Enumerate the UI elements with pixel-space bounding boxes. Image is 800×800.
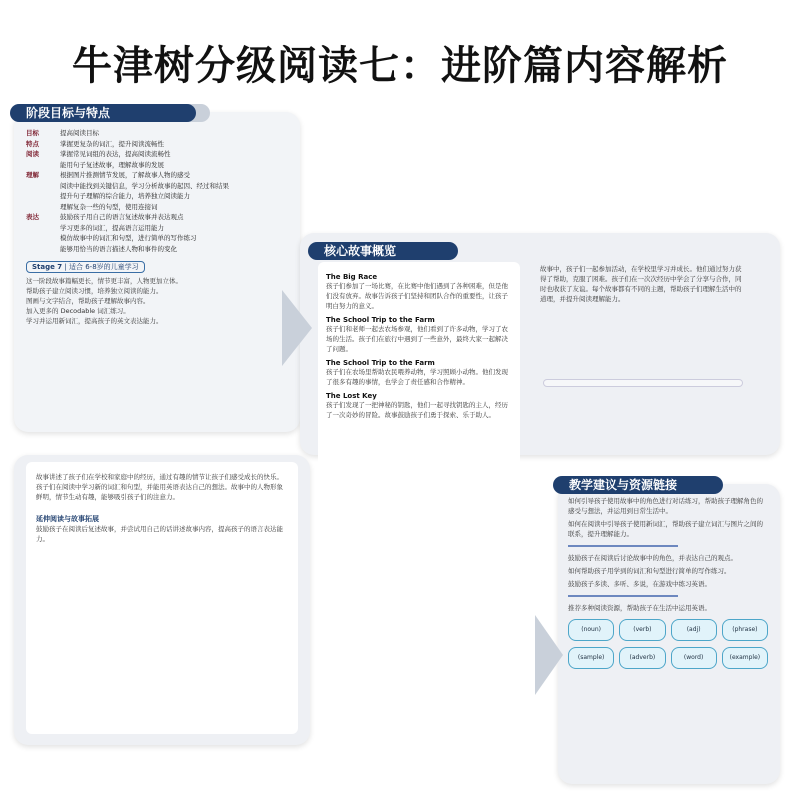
- vocab-card: (adj): [671, 619, 717, 641]
- story-title: The School Trip to the Farm: [326, 359, 435, 367]
- goal-row: [26, 212, 266, 223]
- goal-key: [26, 191, 54, 202]
- goal-value: 理解复杂一些的句型，使用连接词: [60, 202, 158, 211]
- goal-row: [26, 149, 266, 160]
- story-header: 核心故事概览: [308, 242, 458, 260]
- goal-row: [26, 139, 266, 150]
- goal-value: 学习更多的词汇，提高语言运用能力: [60, 223, 164, 232]
- teaching-header: 教学建议与资源链接: [553, 476, 723, 494]
- stage-label: Stage 7: [32, 263, 63, 271]
- goal-value: 提升句子理解的综合能力，培养独立阅读能力: [60, 192, 190, 200]
- goal-key: [26, 181, 54, 192]
- goals-header: 阶段目标与特点: [10, 104, 196, 122]
- goal-value: 根据图片推测情节发展，了解故事人物的感受: [60, 171, 190, 179]
- goal-key: 阅读: [26, 150, 39, 158]
- goal-value: 提高阅读目标: [60, 129, 99, 137]
- extension-heading: 延伸阅读与故事拓展: [36, 515, 99, 523]
- vocab-card: (sample): [568, 647, 614, 669]
- goal-row: [26, 223, 266, 234]
- goal-key: 表达: [26, 213, 39, 221]
- stage-note-item: 图画与文字结合，帮助孩子理解故事内容。: [26, 297, 150, 305]
- goal-row: [26, 160, 266, 171]
- vocab-card: (verb): [619, 619, 665, 641]
- extension-text: 故事讲述了孩子们在学校和家庭中的经历，通过有趣的情节让孩子们感受成长的快乐。孩子们在阅读中学习新的词汇和句型，并能用英语表达自己的想法。故事中的人物形象鲜明，情节生动有趣，能够吸引孩子们的注意力。: [36, 473, 283, 501]
- teaching-para: 推荐多种阅读资源，帮助孩子在生活中运用英语。: [568, 604, 711, 612]
- extension-card: [26, 462, 298, 734]
- goal-key: 理解: [26, 171, 39, 179]
- story-progress-bar: [543, 379, 743, 387]
- stage-badge: Stage 7 | 适合 6-8岁的儿童学习: [26, 261, 145, 273]
- extension-text-2: 鼓励孩子在阅读后复述故事，并尝试用自己的话讲述故事内容，提高孩子的语言表达能力。: [36, 525, 283, 543]
- teaching-content: [568, 496, 768, 669]
- story-text: 孩子们和老师一起去农场参观，他们看到了许多动物，学习了农场的生活。孩子们在旅行中遇到了一些意外，最终大家一起解决了问题。: [326, 325, 508, 353]
- story-summary: 故事中，孩子们一起参加活动，在学校里学习并成长。他们通过努力获得了帮助，克服了困难。孩子们在一次次经历中学会了分享与合作，同时也收获了友谊。每个故事都有不同的主题，帮助孩子们理解生活中的道理，并提升阅读理解能力。: [540, 265, 742, 303]
- page-title: 牛津树分级阅读七：进阶篇内容解析: [72, 43, 728, 89]
- goal-row: [26, 128, 266, 139]
- goal-value: 能够用恰当的语言描述人物和事件的变化: [60, 244, 177, 253]
- story-title: The Big Race: [326, 273, 378, 281]
- story-title: The Lost Key: [326, 392, 377, 400]
- story-text: 孩子们参加了一场比赛，在比赛中他们遇到了各种困难，但是他们没有放弃。故事告诉孩子们坚持和团队合作的重要性，让孩子明白努力的意义。: [326, 282, 508, 310]
- goal-key: [26, 233, 54, 244]
- goal-key: 特点: [26, 139, 39, 148]
- story-title: The School Trip to the Farm: [326, 316, 435, 324]
- stage-note-item: 帮助孩子建立阅读习惯，培养独立阅读的能力。: [26, 287, 163, 295]
- story-text: 孩子们发现了一把神秘的钥匙，他们一起寻找钥匙的主人，经历了一次奇妙的冒险。故事鼓励孩子们勇于探索、乐于助人。: [326, 401, 508, 419]
- goal-row: [26, 233, 266, 244]
- stage-note-item: 加入更多的 Decodable 词汇练习。: [26, 307, 130, 315]
- teaching-para: 鼓励孩子多读、多听、多说，在游戏中练习英语。: [568, 580, 711, 588]
- goal-value: 阅读中能找到关键信息，学习分析故事的起因、经过和结果: [60, 181, 229, 190]
- goal-row: [26, 244, 266, 255]
- goal-value: 掌握常见词组的表达，提高阅读流畅性: [60, 150, 171, 158]
- goal-row: [26, 170, 266, 181]
- vocab-card: (word): [671, 647, 717, 669]
- goal-row: [26, 191, 266, 202]
- vocab-card: (adverb): [619, 647, 665, 669]
- divider: [568, 595, 678, 597]
- goal-row: [26, 181, 266, 192]
- teaching-para: 如何帮助孩子用学到的词汇和句型进行简单的写作练习。: [568, 567, 731, 575]
- teaching-para: 鼓励孩子在阅读后讨论故事中的角色，并表达自己的观点。: [568, 554, 737, 562]
- vocab-card: (noun): [568, 619, 614, 641]
- vocab-card: (example): [722, 647, 768, 669]
- teaching-para: 如何引导孩子使用故事中的角色进行对话练习，帮助孩子理解角色的感受与想法，并运用到日常生活中。: [568, 497, 763, 515]
- connector-arrow: [282, 290, 312, 366]
- goals-content: [26, 128, 266, 326]
- goal-key: [26, 223, 54, 234]
- stage-note: 适合 6-8岁的儿童学习: [69, 263, 139, 271]
- goal-value: 能用句子复述故事，理解故事的发展: [60, 160, 164, 169]
- story-right-text: [540, 264, 745, 304]
- goal-value: 鼓励孩子用自己的语言复述故事并表达观点: [60, 213, 184, 221]
- teaching-para: 如何在阅读中引导孩子使用新词汇，帮助孩子建立词汇与图片之间的联系，提升理解能力。: [568, 520, 763, 538]
- goal-key: [26, 244, 54, 255]
- goal-key: [26, 160, 54, 171]
- goal-row: [26, 202, 266, 213]
- vocab-card: (phrase): [722, 619, 768, 641]
- stage-note-item: 学习并运用新词汇，提高孩子的英文表达能力。: [26, 317, 163, 325]
- divider: [568, 545, 678, 547]
- story-card-left: [318, 262, 520, 732]
- story-text: 孩子们在农场里帮助农民喂养动物，学习照顾小动物。他们发现了很多有趣的事情，也学会了责任感和合作精神。: [326, 368, 508, 386]
- goal-value: 模仿故事中的词汇和句型，进行简单的写作练习: [60, 234, 197, 242]
- goal-key: [26, 202, 54, 213]
- stage-note-item: 这一阶段故事篇幅更长，情节更丰富，人物更加立体。: [26, 277, 182, 285]
- connector-arrow: [535, 615, 563, 695]
- goal-key: 目标: [26, 129, 39, 137]
- goal-value: 掌握更复杂的词汇，提升阅读流畅性: [60, 139, 164, 148]
